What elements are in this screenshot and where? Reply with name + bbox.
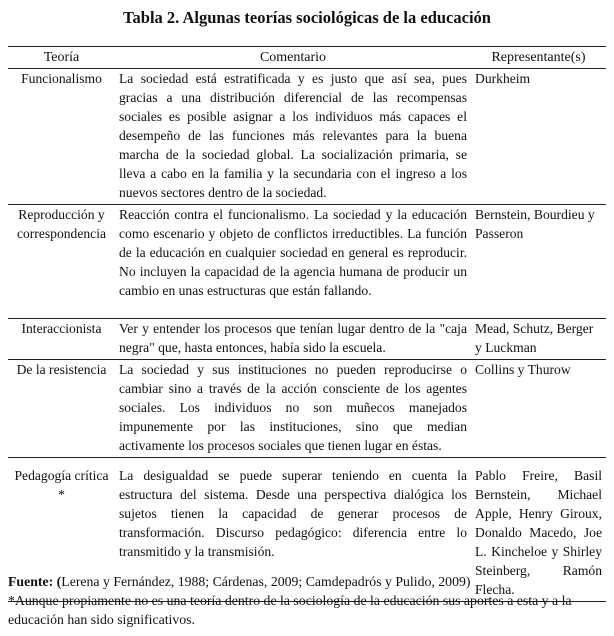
representatives-cell: Durkheim — [471, 69, 606, 205]
table-title: Tabla 2. Algunas teorías sociológicas de la educación — [123, 8, 491, 27]
source-label: Fuente: ( — [8, 574, 62, 589]
header-representatives: Representante(s) — [471, 47, 606, 69]
representatives-cell: Pablo Freire, Basil Bernstein, Michael Apple, Henry Giroux, Donaldo Macedo, Joe L. Kincheloe y Shirley Steinberg, Ramón Flecha. — [471, 458, 606, 602]
table-row — [8, 69, 606, 205]
footnote: *Aunque propiamente no es una teoría dentro de la sociología de la educación sus aportes a esta y a la educación han sido significativos. — [8, 593, 572, 627]
source-line — [8, 572, 608, 591]
comment-cell: Ver y entender los procesos que tenían lugar dentro de la "caja negra" que, hasta entonces, había sido la escuela. — [115, 319, 471, 360]
theory-cell: De la resistencia — [8, 360, 115, 458]
header-row — [8, 47, 606, 69]
comment-cell: Reacción contra el funcionalismo. La sociedad y la educación como escenario y objeto de conflictos irreductibles. La función de la educación en cualquier sociedad en general es reproducir. No incluyen la capacidad de la agencia humana de producir un cambio en unas estructuras que están fallando. — [115, 205, 471, 319]
comment-cell: La sociedad y sus instituciones no pueden reproducirse o cambiar sino a través de la acción consciente de los agentes sociales. Los individuos no son muñecos manejados impunemente por las instituciones, sino que median activamente los procesos sociales que tienen lugar en éstas. — [115, 360, 471, 458]
theory-cell: Funcionalismo — [8, 69, 115, 205]
table-row — [8, 205, 606, 319]
table-row — [8, 360, 606, 458]
representatives-cell: Mead, Schutz, Berger y Luckman — [471, 319, 606, 360]
header-comment: Comentario — [115, 47, 471, 69]
table-row — [8, 319, 606, 360]
theories-table — [8, 46, 606, 602]
comment-cell: La desigualdad se puede superar teniendo en cuenta la estructura del sistema. Desde una perspectiva dialógica los sujetos tienen la capacidad de generar procesos de transformación. Discurso pedagógico: diferencia entre lo transmitido y la transmisión. — [115, 458, 471, 602]
source-text: Lerena y Fernández, 1988; Cárdenas, 2009; Camdepadrós y Pulido, 2009) — [61, 574, 471, 589]
theory-cell: Interaccionista — [8, 319, 115, 360]
theory-cell: Pedagogía crítica * — [8, 458, 115, 602]
theory-cell: Reproducción y correspondencia — [8, 205, 115, 319]
representatives-cell: Collins y Thurow — [471, 360, 606, 458]
representatives-cell: Bernstein, Bourdieu y Passeron — [471, 205, 606, 319]
comment-cell: La sociedad está estratificada y es justo que así sea, pues gracias a una distribución diferencial de las recompensas sociales es posible asignar a los individuos más capaces el desempeño de las funciones más relevantes para la buena marcha de la sociedad global. La socialización primaria, se lleva a cabo en la familia y la secundaria con el ingreso a los nuevos sectores dentro de la sociedad. — [115, 69, 471, 205]
header-theory: Teoría — [8, 47, 115, 69]
